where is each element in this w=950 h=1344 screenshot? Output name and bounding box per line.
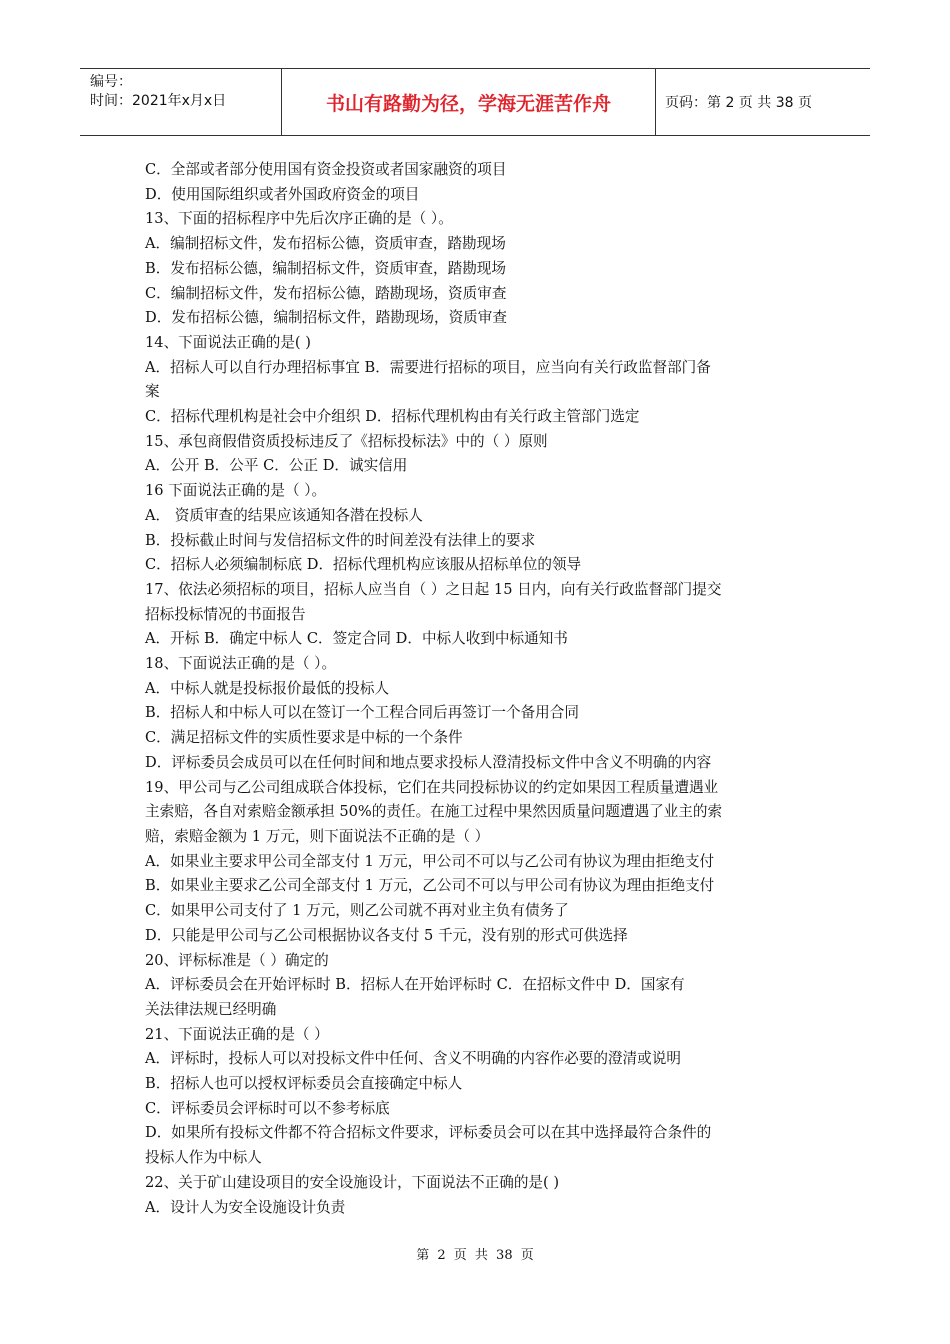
text-line: B．发布招标公德，编制招标文件，资质审查，踏勘现场 bbox=[145, 259, 506, 277]
text-line: C．招标代理机构是社会中介组织 D．招标代理机构由有关行政主管部门选定 bbox=[145, 408, 640, 426]
text-line: A．设计人为安全设施设计负责 bbox=[145, 1198, 346, 1216]
text-line: 案 bbox=[145, 383, 160, 401]
text-line: C．招标人必须编制标底 D．招标代理机构应该服从招标单位的领导 bbox=[145, 556, 582, 574]
text-line: A．开标 B．确定中标人 C．签定合同 D．中标人收到中标通知书 bbox=[145, 630, 568, 648]
text-line: D．如果所有投标文件都不符合招标文件要求，评标委员会可以在其中选择最符合条件的 bbox=[145, 1124, 712, 1142]
text-line: D．只能是甲公司与乙公司根据协议各支付 5 千元，没有别的形式可供选择 bbox=[145, 926, 628, 944]
text-line: A．评标委员会在开始评标时 B．招标人在开始评标时 C．在招标文件中 D．国家有 bbox=[145, 976, 685, 994]
text-line: 19、甲公司与乙公司组成联合体投标，它们在共同投标协议的约定如果因工程质量遭遇业 bbox=[145, 778, 719, 796]
text-line: 13、下面的招标程序中先后次序正确的是（ ）。 bbox=[145, 210, 453, 228]
text-line: D．使用国际组织或者外国政府资金的项目 bbox=[145, 185, 420, 203]
text-line: 22、关于矿山建设项目的安全设施设计，下面说法不正确的是( ) bbox=[145, 1173, 560, 1191]
text-line: 招标投标情况的书面报告 bbox=[145, 605, 306, 623]
header-page-info: 页码：第 2 页 共 38 页 bbox=[665, 95, 812, 111]
text-line: A．如果业主要求甲公司全部支付 1 万元，甲公司不可以与乙公司有协议为理由拒绝支付 bbox=[145, 852, 715, 870]
text-line: B．投标截止时间与发信招标文件的时间差没有法律上的要求 bbox=[145, 531, 536, 549]
text-line: 关法律法规已经明确 bbox=[145, 1000, 277, 1018]
header-motto: 书山有路勤为径，学海无涯苦作舟 bbox=[282, 69, 656, 135]
text-line: 16 下面说法正确的是（ ）。 bbox=[145, 482, 327, 500]
page-footer: 第 2 页 共 38 页 bbox=[416, 1248, 534, 1263]
text-line: C．评标委员会评标时可以不参考标底 bbox=[145, 1099, 390, 1117]
text-line: A．编制招标文件，发布招标公德，资质审查，踏勘现场 bbox=[145, 235, 506, 253]
text-line: 投标人作为中标人 bbox=[145, 1149, 262, 1167]
code-label: 编号： bbox=[90, 74, 132, 90]
text-line: 15、承包商假借资质投标违反了《招标投标法》中的（ ）原则 bbox=[145, 432, 548, 450]
text-line: A．评标时，投标人可以对投标文件中任何、含义不明确的内容作必要的澄清或说明 bbox=[145, 1050, 681, 1068]
text-line: 18、下面说法正确的是（ ）。 bbox=[145, 655, 337, 673]
text-line: C．满足招标文件的实质性要求是中标的一个条件 bbox=[145, 729, 463, 747]
text-line: 20、评标标准是（ ）确定的 bbox=[145, 951, 329, 969]
text-line: A．公开 B．公平 C．公正 D．诚实信用 bbox=[145, 457, 408, 475]
text-line: B．招标人也可以授权评标委员会直接确定中标人 bbox=[145, 1075, 463, 1093]
text-line: A．招标人可以自行办理招标事宜 B．需要进行招标的项目，应当向有关行政监督部门备 bbox=[145, 358, 711, 376]
text-line: C．编制招标文件，发布招标公德，踏勘现场，资质审查 bbox=[145, 284, 507, 302]
text-line: C．全部或者部分使用国有资金投资或者国家融资的项目 bbox=[145, 161, 507, 178]
text-line: C．如果甲公司支付了 1 万元，则乙公司就不再对业主负有债务了 bbox=[145, 902, 569, 920]
text-line: 17、依法必须招标的项目，招标人应当自（ ）之日起 15 日内，向有关行政监督部门提交 bbox=[145, 580, 722, 598]
page-header bbox=[80, 68, 870, 136]
document-body bbox=[145, 158, 815, 1220]
text-line: 主索赔，各自对索赔金额承担 50%的责任。在施工过程中果然因质量问题遭遇了业主的索 bbox=[145, 803, 723, 821]
text-line: 21、下面说法正确的是（ ） bbox=[145, 1025, 329, 1043]
text-line: A．中标人就是投标报价最低的投标人 bbox=[145, 679, 390, 697]
header-meta bbox=[80, 69, 282, 135]
text-line: 赔，索赔金额为 1 万元，则下面说法不正确的是（ ） bbox=[145, 827, 490, 845]
text-line: B．招标人和中标人可以在签订一个工程合同后再签订一个备用合同 bbox=[145, 704, 579, 722]
text-line: A． 资质审查的结果应该通知各潜在投标人 bbox=[145, 506, 423, 524]
text-line: 14、下面说法正确的是( ) bbox=[145, 333, 311, 351]
text-line: D．发布招标公德，编制招标文件，踏勘现场，资质审查 bbox=[145, 309, 507, 327]
text-line: B．如果业主要求乙公司全部支付 1 万元，乙公司不可以与甲公司有协议为理由拒绝支付 bbox=[145, 877, 715, 895]
time-label: 时间：2021年x月x日 bbox=[90, 93, 227, 109]
text-line: D．评标委员会成员可以在任何时间和地点要求投标人澄清投标文件中含义不明确的内容 bbox=[145, 753, 712, 771]
